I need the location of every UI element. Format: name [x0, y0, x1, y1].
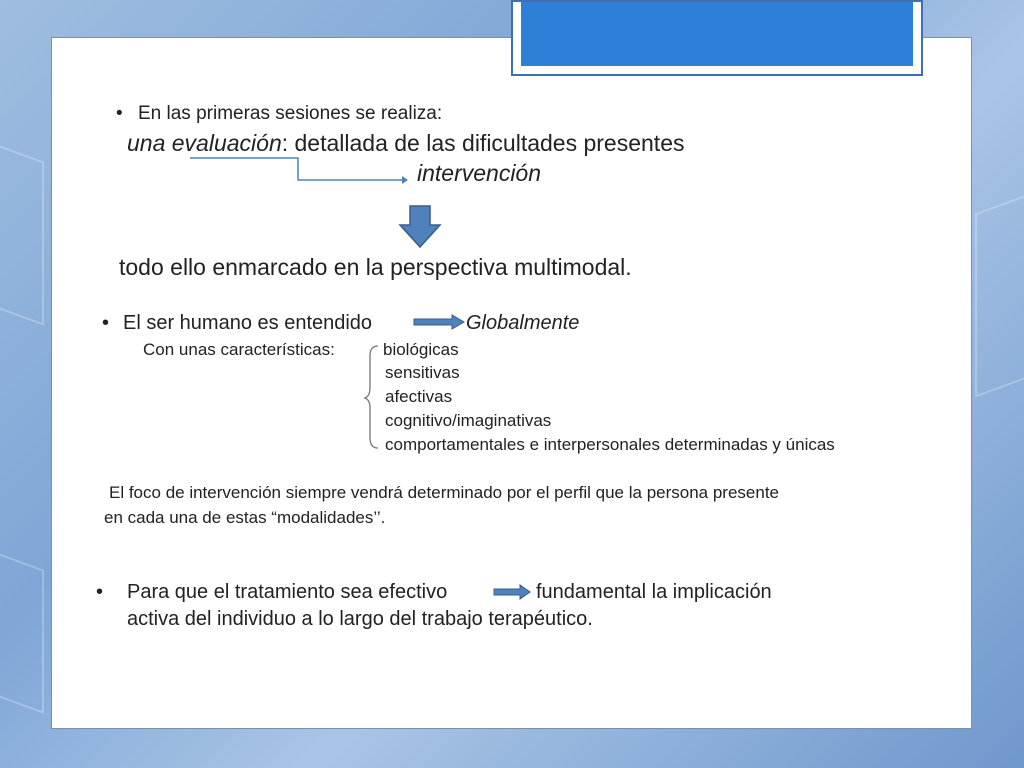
background-shape	[0, 550, 44, 714]
characteristic-item: sensitivas	[385, 363, 460, 382]
title-bar	[521, 2, 913, 66]
characteristic-item: cognitivo/imaginativas	[385, 411, 552, 430]
connector-arrow	[188, 155, 408, 185]
background-shape	[975, 187, 1024, 398]
treatment-text: Para que el tratamiento sea efectivo	[127, 581, 448, 603]
characteristics-label: Con unas características:	[143, 340, 335, 359]
bullet-marker: •	[116, 103, 123, 124]
focus-line-1: El foco de intervención siempre vendrá determinado por el perfil que la persona presente	[109, 483, 780, 502]
right-arrow-icon	[494, 585, 532, 599]
framework-text: todo ello enmarcado en la perspectiva multimodal.	[119, 254, 632, 280]
background-shape	[0, 138, 44, 325]
characteristic-item: comportamentales e interpersonales determinadas y únicas	[385, 435, 835, 454]
right-arrow-icon	[414, 315, 466, 329]
bullet-intro-text: En las primeras sesiones se realiza:	[138, 103, 443, 124]
characteristic-item: afectivas	[385, 387, 453, 406]
treatment-line-2: activa del individuo a lo largo del trabajo terapéutico.	[127, 608, 593, 630]
evaluation-term: una evaluación	[127, 130, 282, 156]
globally-label: Globalmente	[466, 312, 580, 334]
evaluation-line	[127, 130, 685, 157]
focus-line-2: en cada una de estas “modalidades’’.	[104, 508, 386, 527]
brace	[364, 344, 380, 450]
title-placeholder	[511, 0, 923, 76]
intervention-label: intervención	[417, 160, 542, 186]
down-arrow-icon	[398, 205, 442, 249]
bullet-marker: •	[102, 312, 110, 334]
evaluation-description: : detallada de las dificultades presentes	[281, 130, 685, 156]
human-text: El ser humano es entendido	[123, 312, 373, 334]
bullet-marker: •	[96, 581, 104, 603]
implication-text: fundamental la implicación	[536, 581, 772, 603]
characteristic-item: biológicas	[383, 340, 459, 359]
